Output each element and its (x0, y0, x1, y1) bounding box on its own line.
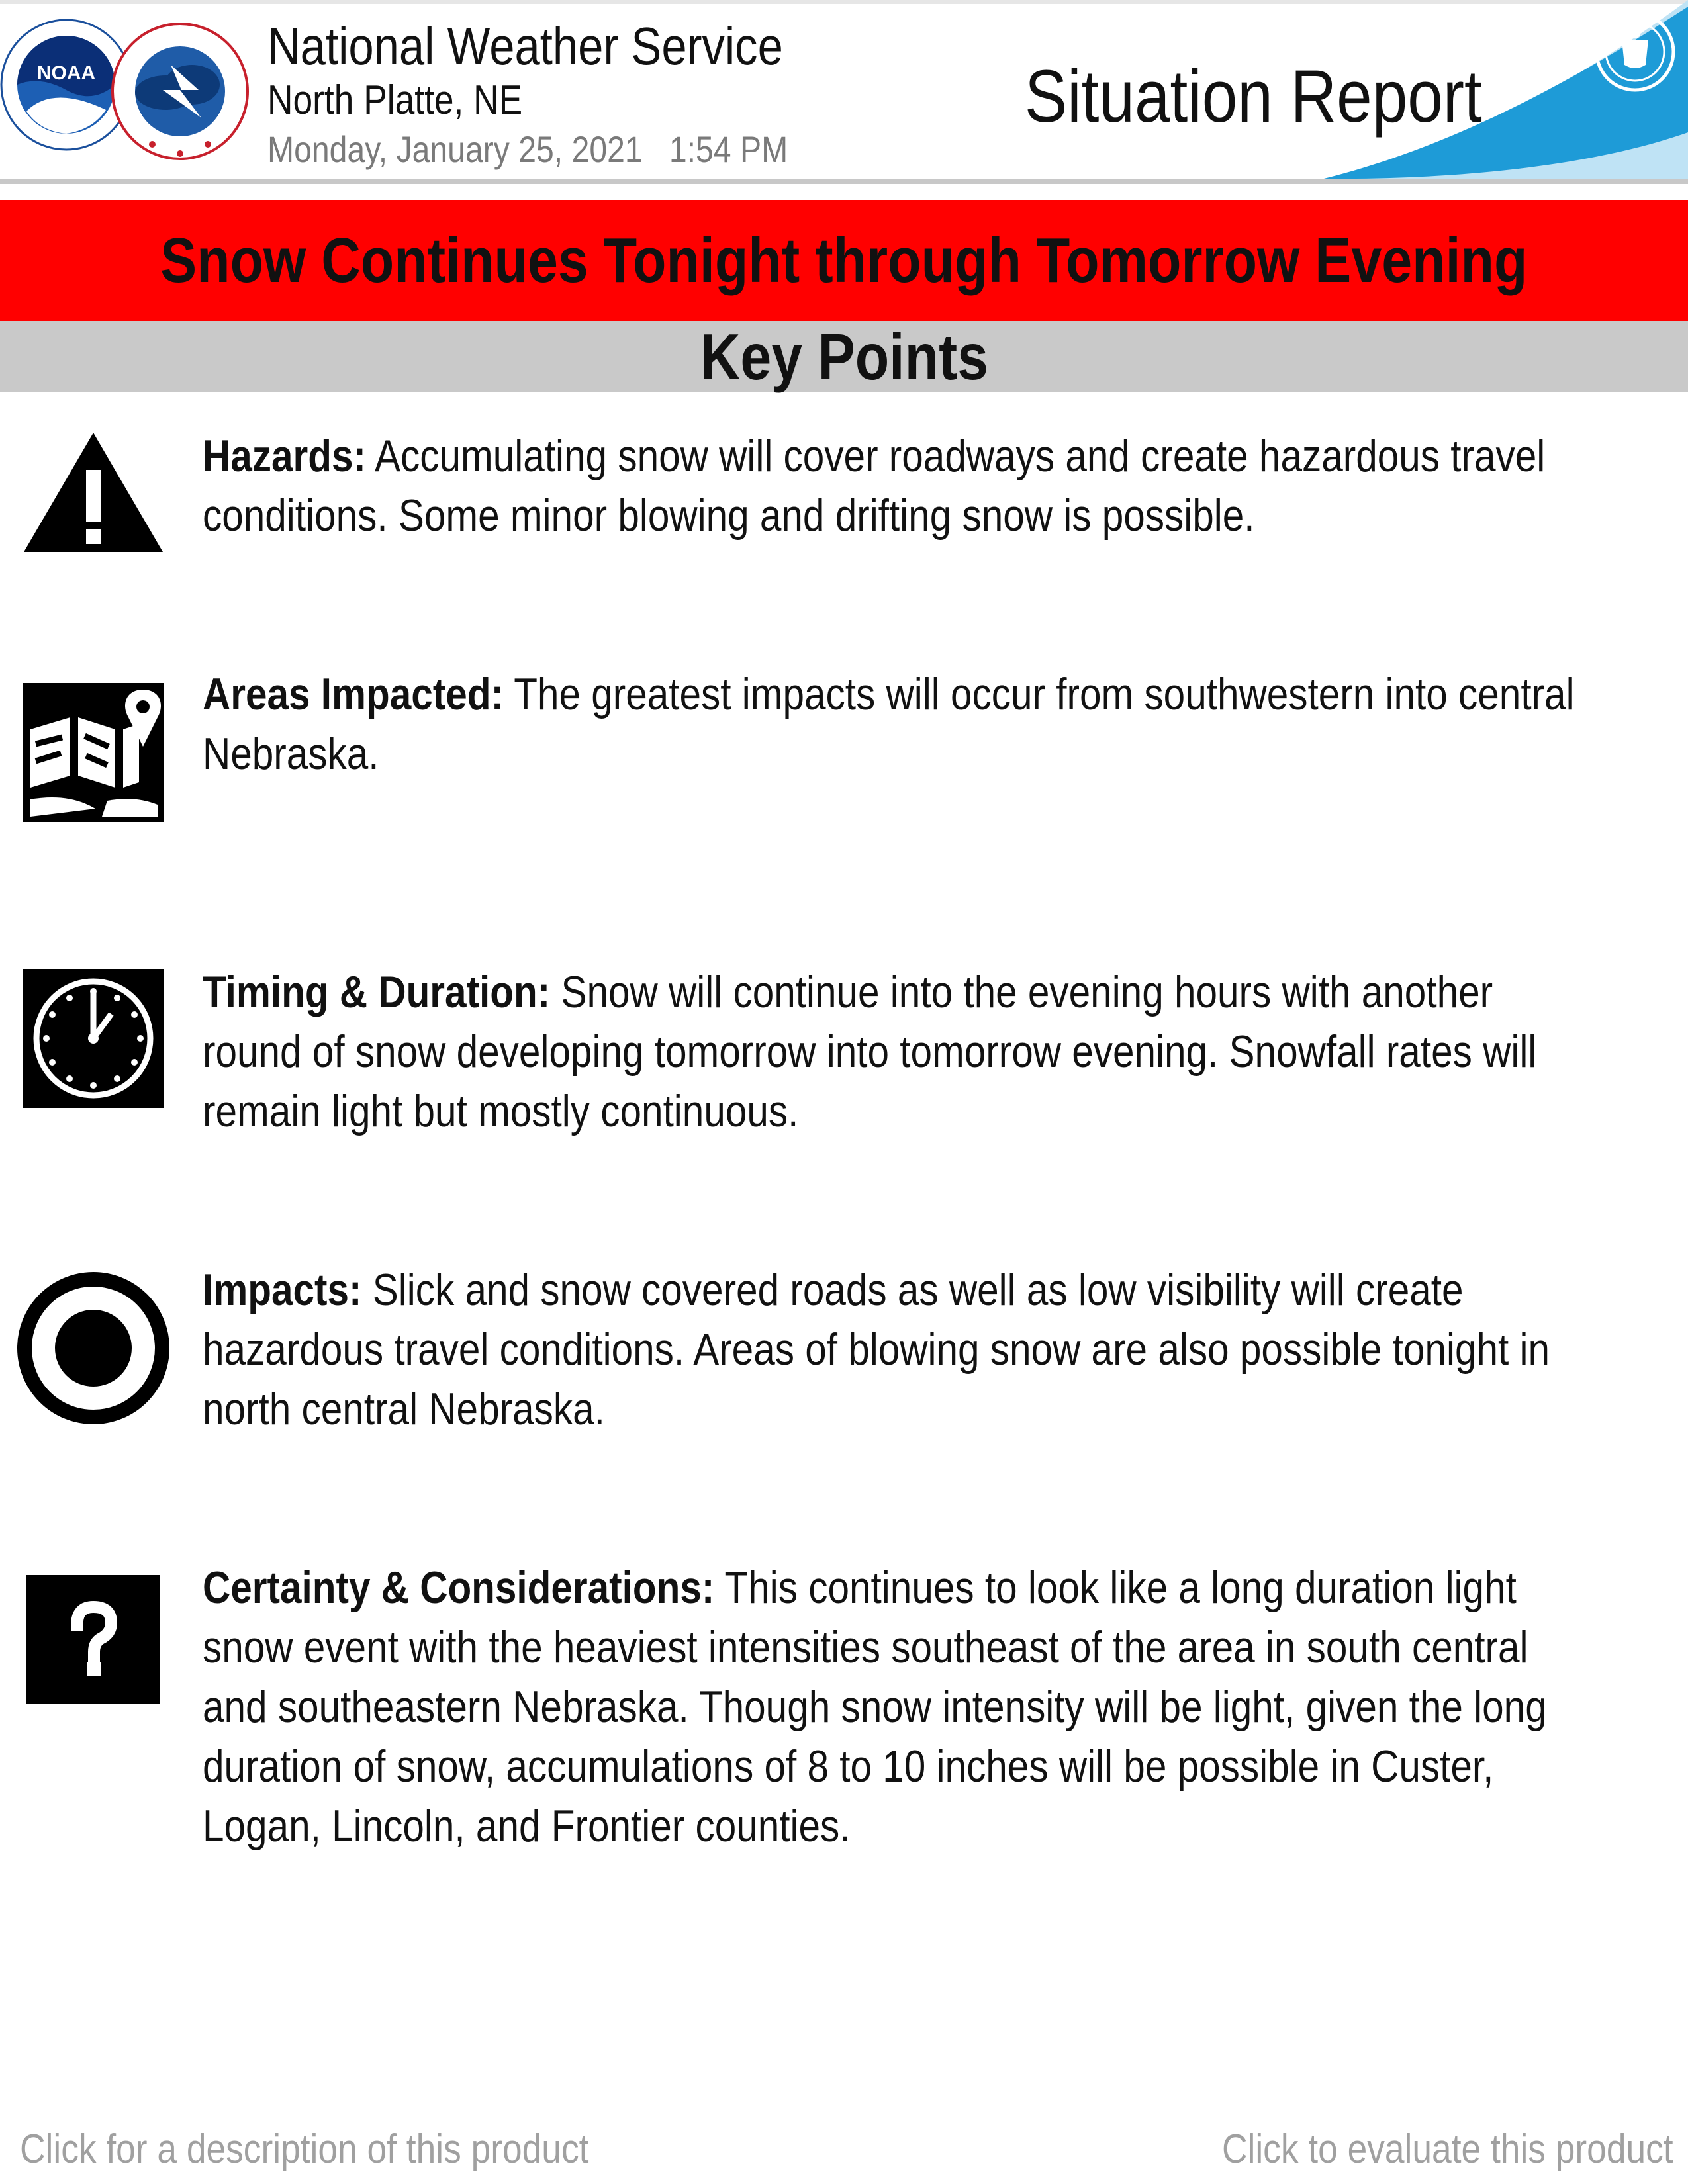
point-text: Accumulating snow will cover roadways and create hazardous travel (366, 431, 1546, 481)
key-point-areas-impacted (203, 664, 1665, 784)
nws-logo-icon (113, 24, 248, 159)
point-label: Areas Impacted: (203, 669, 504, 719)
point-text: and southeastern Nebraska. Though snow intensity will be light, given the long (203, 1682, 1547, 1732)
map-pin-icon (23, 683, 164, 822)
point-text: Slick and snow covered roads as well as low visibility will create (361, 1265, 1464, 1315)
key-point-certainty (203, 1558, 1665, 1856)
product-description-link[interactable]: Click for a description of this product (20, 2126, 589, 2172)
point-text: north central Nebraska. (203, 1384, 605, 1434)
header-swoosh-graphic (1311, 0, 1688, 184)
key-point-impacts (203, 1260, 1665, 1439)
target-icon (17, 1272, 169, 1424)
point-text: conditions. Some minor blowing and drifting snow is possible. (203, 490, 1255, 541)
agency-logos (0, 12, 252, 171)
point-text: The greatest impacts will occur from southwestern into central (504, 669, 1575, 719)
point-text: Nebraska. (203, 729, 379, 779)
warning-triangle-icon (23, 432, 164, 553)
evaluate-product-link[interactable]: Click to evaluate this product (1222, 2126, 1673, 2172)
header-divider (0, 179, 1688, 184)
office-location: North Platte, NE (267, 77, 523, 123)
key-points-title: Key Points (700, 320, 988, 393)
key-points-banner (0, 321, 1688, 392)
key-point-timing-duration (203, 962, 1665, 1141)
point-text: hazardous travel conditions. Areas of blowing snow are also possible tonight in (203, 1324, 1550, 1375)
point-text: This continues to look like a long duration light (714, 1563, 1517, 1613)
headline-banner (0, 200, 1688, 321)
report-datetime: Monday, January 25, 2021 1:54 PM (267, 128, 788, 170)
report-title: Situation Report (1025, 55, 1482, 138)
org-name: National Weather Service (267, 17, 783, 75)
clock-icon (23, 969, 164, 1108)
point-label: Hazards: (203, 431, 367, 481)
point-text: Snow will continue into the evening hours with another (550, 967, 1493, 1017)
headline-text: Snow Continues Tonight through Tomorrow Evening (160, 224, 1528, 296)
point-label: Certainty & Considerations: (203, 1563, 715, 1613)
point-text: remain light but mostly continuous. (203, 1086, 799, 1136)
point-text: snow event with the heaviest intensities southeast of the area in south central (203, 1622, 1528, 1672)
point-text: round of snow developing tomorrow into tomorrow evening. Snowfall rates will (203, 1026, 1537, 1077)
point-label: Timing & Duration: (203, 967, 551, 1017)
point-text: Logan, Lincoln, and Frontier counties. (203, 1801, 851, 1851)
svg-text:NOAA: NOAA (36, 62, 96, 84)
point-label: Impacts: (203, 1265, 362, 1315)
point-text: duration of snow, accumulations of 8 to 10 inches will be possible in Custer, (203, 1741, 1494, 1792)
report-header (0, 0, 1688, 192)
question-icon (26, 1575, 160, 1704)
key-point-hazards (203, 426, 1665, 545)
